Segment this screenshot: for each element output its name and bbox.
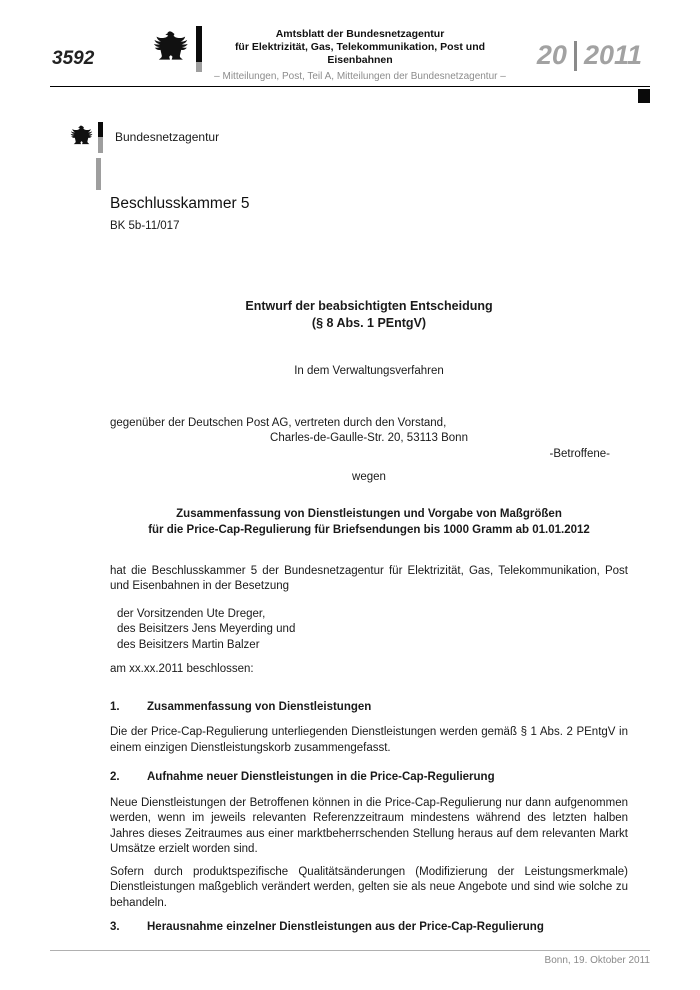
masthead-center — [150, 24, 510, 83]
subject-line2: für die Price-Cap-Regulierung für Briefsendungen bis 1000 Gramm ab 01.01.2012 — [148, 523, 590, 536]
proceeding-intro: In dem Verwaltungsverfahren — [294, 365, 444, 377]
federal-eagle-icon — [150, 26, 190, 70]
wegen-label: wegen — [352, 471, 386, 483]
party-address: Charles-de-Gaulle-Str. 20, 53113 Bonn — [270, 432, 468, 444]
issue-no: 20 — [536, 40, 567, 70]
section-number: 1. — [110, 700, 120, 713]
gazette-page-number: 3592 — [52, 48, 95, 69]
masthead-text — [210, 24, 510, 83]
party-role: -Betroffene- — [549, 447, 610, 460]
masthead-title-line1: Amtsblatt der Bundesnetzagentur — [275, 28, 445, 40]
chamber-title: Beschlusskammer 5 — [110, 195, 250, 212]
footer-date-place: Bonn, 19. Oktober 2011 — [544, 955, 650, 966]
document-title — [110, 298, 628, 332]
party-block — [110, 416, 628, 463]
panel-member: der Vorsitzenden Ute Dreger, — [117, 607, 266, 620]
file-number: BK 5b-11/017 — [110, 219, 180, 232]
issue-year: 2011 — [583, 40, 642, 70]
subject-block — [110, 506, 628, 538]
agency-wordmark: Bundesnetzagentur — [115, 130, 220, 144]
section-number: 3. — [110, 921, 120, 933]
section-1-heading — [110, 700, 628, 716]
decision-intro: hat die Beschlusskammer 5 der Bundesnetzagentur für Elektrizität, Gas, Telekommunikation, Post und Eisenbahnen in der Besetzung — [110, 564, 628, 592]
issue-number — [537, 40, 642, 71]
masthead-title-line2: für Elektrizität, Gas, Telekommunikation, Post und Eisenbahnen — [234, 41, 486, 66]
section-2-paragraph-2: Sofern durch produktspezifische Qualitätsänderungen (Modifizierung der Leistungsmerkmale) Dienstleistungen maßgeblich verändert werden, gelten sie als neue Angebote und sind wie solche zu behandeln. — [110, 865, 628, 909]
decision-date-line: am xx.xx.2011 beschlossen: — [110, 663, 254, 675]
document-body — [0, 96, 700, 936]
section-title: Aufnahme neuer Dienstleistungen in die Price-Cap-Regulierung — [147, 771, 495, 783]
panel-members — [110, 607, 628, 654]
page-footer — [50, 950, 650, 966]
masthead-divider-bar — [196, 26, 202, 72]
section-title: Zusammenfassung von Dienstleistungen — [147, 700, 372, 713]
section-number: 2. — [110, 771, 120, 783]
masthead-rule — [50, 86, 650, 87]
section-2-paragraph-1: Neue Dienstleistungen der Betroffenen können in die Price-Cap-Regulierung nur dann aufgenommen werden, wenn im jeweils relevanten Referenzzeitraum mindestens während des letzten halben Jahres dieses Zeitraumes aus einer marktbeherrschenden Stellung heraus auf dem relevanten Markt Umsätze erzielt worden sind. — [110, 796, 628, 855]
section-title: Herausnahme einzelner Dienstleistungen aus der Price-Cap-Regulierung — [147, 921, 544, 933]
panel-member: des Beisitzers Martin Balzer — [117, 638, 260, 651]
masthead-subtitle: – Mitteilungen, Post, Teil A, Mitteilungen der Bundesnetzagentur – — [214, 71, 506, 82]
section-2-heading — [110, 770, 628, 786]
section-1-paragraph: Die der Price-Cap-Regulierung unterliegenden Dienstleistungen werden gemäß § 1 Abs. 2 PEntgV in einem einzigen Dienstleistungskorb zusammengefasst. — [110, 726, 628, 754]
document-title-line2: (§ 8 Abs. 1 PEntgV) — [311, 316, 427, 330]
section-3-heading — [110, 920, 628, 936]
panel-member: des Beisitzers Jens Meyerding und — [117, 623, 296, 635]
masthead — [0, 0, 700, 96]
party-line1: gegenüber der Deutschen Post AG, vertreten durch den Vorstand, — [110, 416, 447, 429]
issue-divider — [574, 41, 577, 71]
subject-line1: Zusammenfassung von Dienstleistungen und Vorgabe von Maßgrößen — [176, 507, 562, 520]
document-title-line1: Entwurf der beabsichtigten Entscheidung — [245, 299, 493, 313]
